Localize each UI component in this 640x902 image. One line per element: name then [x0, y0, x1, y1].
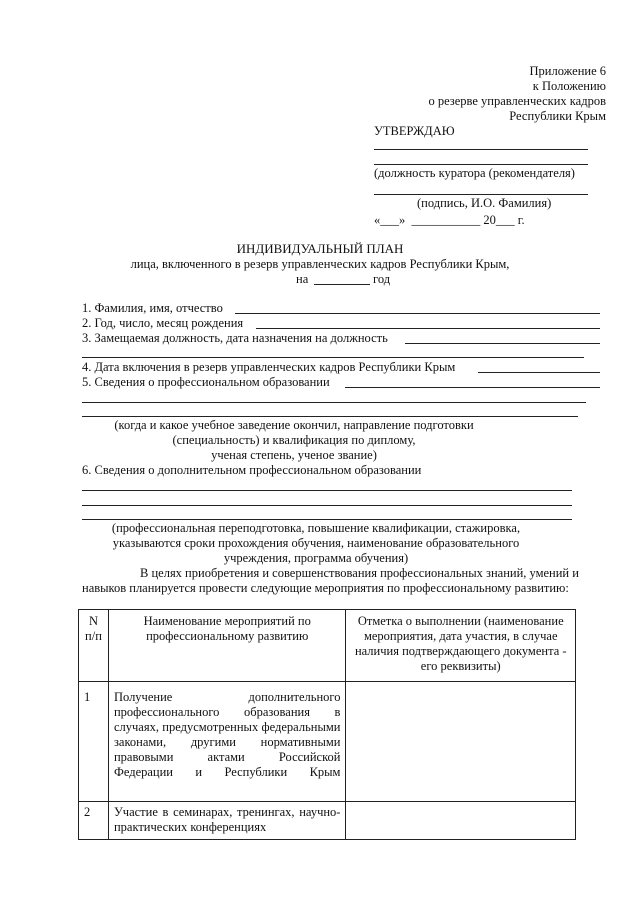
- table-header-row: [79, 610, 576, 682]
- row-completion-mark[interactable]: [346, 802, 576, 840]
- approve-date: «___» ___________ 20___ г.: [374, 213, 525, 227]
- field-education-line-2: [82, 402, 586, 403]
- intro-text-1: В целях приобретения и совершенствования профессиональных знаний, умений и: [140, 566, 579, 580]
- appendix-ref-line-4: Республики Крым: [509, 109, 606, 123]
- note-education-1: (когда и какое учебное заведение окончил, направление подготовки: [114, 418, 474, 432]
- field-reserve-date: 4. Дата включения в резерв управленческих кадров Республики Крым: [82, 360, 456, 374]
- appendix-number: Приложение 6: [529, 64, 606, 78]
- field-position-line: [405, 343, 600, 344]
- row-completion-mark[interactable]: [346, 682, 576, 802]
- row-event-name: Получение дополнительного профессионального образования в случаях, предусмотренных федеральными законами, другими нормативными правовыми актами Российской Федерации и Республики Крым: [108, 682, 346, 802]
- intro-text-2: навыков планируется провести следующие мероприятия по профессиональному развитию:: [82, 581, 569, 595]
- field-full-name-line: [235, 313, 600, 314]
- plan-subtitle: лица, включенного в резерв управленческих кадров Республики Крым,: [130, 257, 510, 271]
- header-event-name: Наименование мероприятий по профессиональному развитию: [108, 610, 346, 682]
- approve-title: УТВЕРЖДАЮ: [374, 124, 455, 138]
- header-number: N п/п: [79, 610, 109, 682]
- table-row: [79, 802, 576, 840]
- header-completion-mark: Отметка о выполнении (наименование мероприятия, дата участия, в случае наличия подтверждающего документа - его реквизиты): [346, 610, 576, 682]
- field-education: 5. Сведения о профессиональном образовании: [82, 375, 330, 389]
- field-additional-line-2: [82, 505, 572, 506]
- note-additional-3: учреждения, программа обучения): [223, 551, 409, 565]
- approve-position-line-2: [374, 164, 588, 165]
- plan-year-prefix: на: [296, 272, 309, 286]
- development-plan-table: [78, 609, 576, 840]
- table-row: [79, 682, 576, 802]
- row-number: 2: [79, 802, 109, 840]
- appendix-header: [428, 64, 606, 124]
- field-birth-date: 2. Год, число, месяц рождения: [82, 316, 244, 330]
- field-position: 3. Замещаемая должность, дата назначения на должность: [82, 331, 388, 345]
- field-additional-line-3: [82, 519, 572, 520]
- note-additional-1: (профессиональная переподготовка, повышение квалификации, стажировка,: [111, 521, 521, 535]
- field-education-line-3: [82, 416, 578, 417]
- field-additional-education: 6. Сведения о дополнительном профессиональном образовании: [82, 463, 422, 477]
- row-number: 1: [79, 682, 109, 802]
- note-education-2: (специальность) и квалификация по диплому,: [172, 433, 416, 447]
- field-additional-line-1: [82, 490, 572, 491]
- plan-year-blank: [314, 284, 370, 285]
- plan-year-suffix: год: [373, 272, 391, 286]
- note-additional-2: указываются сроки прохождения обучения, наименование образовательного: [112, 536, 520, 550]
- approve-position-line: [374, 149, 588, 150]
- signature-line: [374, 194, 588, 195]
- note-education-3: ученая степень, ученое звание): [211, 448, 377, 462]
- field-full-name: 1. Фамилия, имя, отчество: [82, 301, 223, 315]
- row-event-name: Участие в семинарах, тренингах, научно-практических конференциях: [108, 802, 346, 840]
- plan-title: ИНДИВИДУАЛЬНЫЙ ПЛАН: [236, 241, 404, 256]
- appendix-ref-line-3: о резерве управленческих кадров: [428, 94, 606, 108]
- field-education-line: [345, 387, 600, 388]
- field-birth-date-line: [256, 328, 600, 329]
- field-position-line-2: [82, 357, 584, 358]
- appendix-ref-line-2: к Положению: [532, 79, 606, 93]
- position-hint: (должность куратора (рекомендателя): [374, 166, 575, 180]
- field-reserve-date-line: [478, 372, 600, 373]
- signature-hint: (подпись, И.О. Фамилия): [417, 196, 552, 210]
